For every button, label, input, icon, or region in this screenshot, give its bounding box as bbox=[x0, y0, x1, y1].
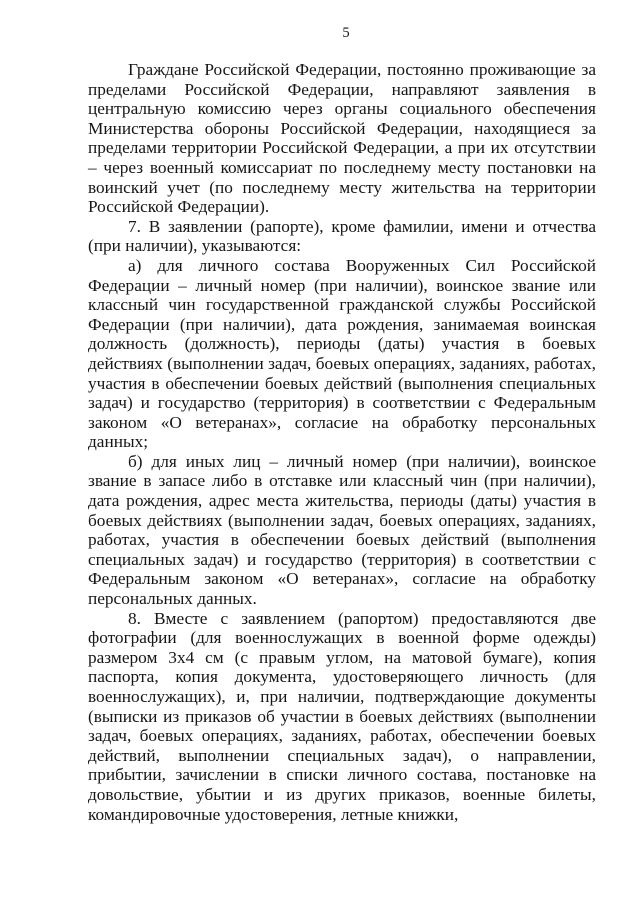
paragraph-item-7a: а) для личного состава Вооруженных Сил Российской Федерации – личный номер (при наличии), воинское звание или классный чин государственной гражданской службы Российской Федерации (при наличии), дата рождения, занимаемая воинская должность (должность), периоды (даты) участия в боевых действиях (выполнении задач, боевых операциях, заданиях, работах, участия в обеспечении боевых действий (выполнения специальных задач) и государство (территория) в соответствии с Федеральным законом «О ветеранах», согласие на обработку персональных данных; bbox=[88, 255, 596, 452]
paragraph-citizens-abroad: Граждане Российской Федерации, постоянно проживающие за пределами Российской Федерации, направляют заявления в центральную комиссию через органы социального обеспечения Министерства обороны Российской Федерации, находящиеся за пределами территории Российской Федерации, а при их отсутствии – через военный комиссариат по последнему месту постановки на воинский учет (по последнему месту жительства на территории Российской Федерации). bbox=[88, 60, 596, 217]
paragraph-item-7b: б) для иных лиц – личный номер (при наличии), воинское звание в запасе либо в отставке или классный чин (при наличии), дата рождения, адрес места жительства, периоды (даты) участия в боевых действиях (выполнении задач, боевых операциях, заданиях, работах, участия в обеспечении боевых действий (выполнения специальных задач) и государство (территория) в соответствии с Федеральным законом «О ветеранах», согласие на обработку персональных данных. bbox=[88, 451, 596, 609]
page-number: 5 bbox=[342, 25, 350, 41]
paragraph-item-8: 8. Вместе с заявлением (рапортом) предоставляются две фотографии (для военнослужащих в военной форме одежды) размером 3х4 см (с правым углом, на матовой бумаге), копия паспорта, копия документа, удостоверяющего личность (для военнослужащих), и, при наличии, подтверждающие документы (выписки из приказов об участии в боевых действиях (выполнении задач, боевых операциях, заданиях, работах, обеспечении боевых действий, выполнении специальных задач), о направлении, прибытии, зачислении в списки личного состава, постановке на довольствие, убытии и из других приказов, военные билеты, командировочные удостоверения, летные книжки, bbox=[88, 608, 596, 824]
paragraph-item-7: 7. В заявлении (рапорте), кроме фамилии, имени и отчества (при наличии), указываются: bbox=[88, 216, 596, 256]
